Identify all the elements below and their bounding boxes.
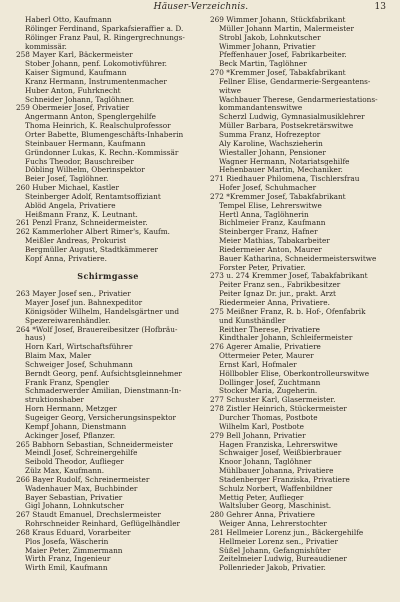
resident-entry: Thoma Heinrich, K. Realschulprofessor [25,122,171,131]
resident-entry: Steinberger Adolf, Rentamtsoffiziant [25,192,161,201]
left-column [16,16,200,573]
resident-entry: Rölinger Ferdinand, Sparkafsieraffier a. D. [25,24,184,33]
resident-entry: kommandantenswitwe [219,104,303,113]
resident-entry: Mettig Peter, Auflieger [219,493,304,502]
resident-entry: und Kunsthändler [219,316,286,325]
resident-entry: Wiestaller Johann, Pensioner [219,148,326,157]
house-entry: 265 Babhorn Sebastian, Schneidermeister [16,440,173,449]
resident-entry: Ablöd Angela, Privatiere [25,201,116,210]
resident-entry: Strobl Jakob, Lohnkutscher [219,33,321,42]
house-entry: 263 Mayer Josef sen., Privatier [16,290,131,299]
resident-entry: Peiter Ignaz Dr. jur., prakt. Arzt [219,290,336,299]
resident-entry: Heißmann Franz, K. Leutnant. [25,210,138,219]
resident-entry: Bergmüller August, Stadtkämmerer [25,245,159,254]
resident-entry: Angermann Anton, Spenglergehilfe [25,113,156,122]
house-entry: 276 Agerer Amalie, Privatiere [210,343,321,352]
resident-entry: Forster Peter, Privatier. [219,263,306,272]
resident-entry: Horn Hermann, Metzger [25,405,117,414]
resident-entry: Mühlbauer Johanna, Privatiere [219,467,334,476]
right-column [210,16,394,573]
house-entry: 262 Kammerloher Albert Rimer's, Kaufm. [16,228,170,237]
resident-entry: Wimmer Johann, Privatier [219,42,316,51]
resident-entry: Frank Franz, Spengler [25,378,109,387]
running-title: Häuser-Verzeichnis. [153,2,249,12]
resident-entry: Kopf Anna, Privatiere. [25,254,107,263]
resident-entry: Wagner Hermann, Notariatsgehilfe [219,157,350,166]
resident-entry: Steinbauer Hermann, Kaufmann [25,139,146,148]
resident-entry: Fuchs Theodor, Bauschreiber [25,157,134,166]
resident-entry: Ackinger Josef, Pflanzer. [25,431,116,440]
resident-entry: Höllbobler Elise, Oberkontrolleurswitwe [219,369,370,378]
house-entry: 261 Penzl Franz, Schneidermeister. [16,219,148,228]
resident-entry: Wilhelm Karl, Postbote [219,422,304,431]
resident-entry: Müller Johann Martin, Malermeister [219,24,354,33]
resident-entry: Huber Anton, Fuhrknecht [25,86,121,95]
resident-entry: Beier Josef, Taglöhner. [25,175,109,184]
resident-entry: Bauer Katharina, Schneidermeisterswitwe [219,254,377,263]
resident-entry: Königsöder Wilhelm, Handelsgärtner und [25,307,180,316]
resident-entry: Stocker Maria, Zugeherin. [219,387,318,396]
house-entry: 266 Bayer Rudolf, Schreinermeister [16,475,150,484]
resident-entry: Knoor Johann, Taglöhner [219,458,312,467]
resident-entry: Gigl Johann, Lohnkutscher [25,502,124,511]
resident-entry: Beck Martin, Taglöhner [219,60,307,69]
resident-entry: Schmaderwerder Amilian, Dienstmann-In- [25,387,182,396]
resident-entry: Kempf Johann, Dienstmann [25,422,127,431]
resident-entry: Kranz Hermann, Instrumentenmacher [25,77,167,86]
resident-entry: Summa Franz, Hofrezeptor [219,130,321,139]
resident-entry: Orter Babette, Blumengeschäfts-Inhaberin [25,130,184,139]
resident-entry: Mayer Josef jun. Bahnexpeditor [25,299,143,307]
resident-entry: Aly Karoline, Wachszieherin [219,139,323,148]
page-number: 13 [374,2,386,12]
resident-entry: Kaiser Sigmund, Kaufmann [25,69,127,78]
house-entry [16,264,200,273]
resident-entry: Süßel Johann, Gefangnishüter [219,546,331,555]
resident-entry: Steinberger Franz, Hafner [219,228,318,237]
resident-entry: Schwaiger Josef, Weißbierbrauer [219,449,342,458]
resident-entry: witwe [219,86,242,95]
resident-entry: Stadenberger Franziska, Privatiere [219,475,350,484]
house-entry: 273 u. 274 Kremmer Josef, Tabakfabrikant [210,272,368,281]
resident-entry: Meier Mathias, Tabakarbeiter [219,237,330,246]
resident-entry: Horn Karl, Wirtschaftsführer [25,343,133,352]
resident-entry: Zeitelmeier Ludwig, Bureaudiener [219,555,347,564]
resident-entry: Stober Johann, penf. Lokomotivführer. [25,60,167,69]
resident-entry: haus) [25,334,46,343]
resident-entry: Gründonner Lukas, K. Rechn.-Kommissär [25,148,179,157]
resident-entry: Rölinger Franz Paul, R. Ringergrechnungs- [25,33,185,42]
resident-entry: Sugeiger Georg, Versicherungsinspektor [25,413,177,422]
house-entry: 277 Schuster Karl, Glasermeister. [210,396,336,405]
resident-entry: Tempel Elise, Lehrerswitwe [219,201,322,210]
resident-entry: Kindthaler Johann, Schleifermeister [219,334,353,343]
resident-entry: Zülz Max, Kaufmann. [25,467,105,476]
resident-entry: Pfeffenhauer Josef, Fabrikarbeiter. [219,51,347,60]
house-entry: 268 Kraus Eduard, Vorarbeiter [16,528,131,537]
house-entry: 258 Mayer Karl, Bäckermeister [16,51,133,60]
house-entry: 272 *Kremmer Josef, Tabakfabrikant [210,192,346,201]
resident-entry: Müller Barbara, Postsekretärswitwe [219,122,354,131]
resident-entry: Hofer Josef, Schuhmacher [219,184,317,193]
resident-entry: Hellmeier Lorenz sen., Privatier [219,537,338,546]
resident-entry: Hertl Anna, Taglöhnerin [219,210,309,219]
house-entry: 264 *Wolf Josef, Brauereibesitzer (Hofbräu- [16,325,178,334]
resident-entry: Blaim Max, Maler [25,352,92,361]
resident-entry: Wirth Franz, Ingenieur [25,555,111,564]
page-header [14,2,388,16]
house-entry [16,281,200,290]
resident-entry: Schweiger Josef, Schuhmann [25,360,133,369]
house-entry: 275 Meißner Franz, R. b. Hof-, Ofenfabrik [210,307,366,316]
house-entry: 278 Zistler Heinrich, Stückermeister [210,405,347,414]
resident-entry: Rohrschneider Reinhard, Geflügelhändler [25,520,181,529]
resident-entry: struktionshaber [25,396,84,405]
resident-entry: Hehenbauer Martin, Mechaniker. [219,166,343,175]
resident-entry: Maier Peter, Zimmermann [25,546,123,555]
resident-entry: Ernst Karl, Hofmaler [219,360,297,369]
resident-entry: Bayer Sebastian, Privatier [25,493,123,502]
resident-entry: Pollenrieder Jakob, Privatier. [219,564,326,573]
resident-entry: Meindl Josef, Schreinergehilfe [25,449,138,458]
house-entry: 269 Wimmer Johann, Stückfabrikant [210,16,346,24]
resident-entry: Meißler Andreas, Prokurist [25,237,127,246]
resident-entry: Riedermeier Anna, Privatiere. [219,299,330,307]
resident-entry: Bichlmeier Franz, Kaufmann [219,219,326,228]
resident-entry: Haberl Otto, Kaufmann [25,16,112,24]
resident-entry: Ottermeier Peter, Maurer [219,352,314,361]
house-entry: 259 Obermeier Josef, Privatier [16,104,130,113]
resident-entry: Durcher Thomas, Postbote [219,413,318,422]
house-entry: 267 Staudt Emanuel, Drechslermeister [16,511,161,520]
resident-entry: Weiger Anna, Lehrerstochter [219,520,327,529]
resident-entry: Berndt Georg, penf. Aufsichtsgleinnehmer [25,369,182,378]
house-entry: 279 Bell Johann, Privatier [210,431,306,440]
resident-entry: Peiter Franz sen., Fabrikbesitzer [219,281,341,290]
resident-entry: Dollinger Josef, Zuchtmann [219,378,321,387]
house-entry: 280 Gehrer Anna, Privatiere [210,511,315,520]
resident-entry: Döbling Wilhelm, Oberinspektor [25,166,145,175]
resident-entry: Wachbauer Therese, Gendarmeriestations- [219,95,378,104]
resident-entry: Schulz Norbert, Waffenbildner [219,484,333,493]
resident-entry: Scherzl Ludwig, Gymnasialmusiklehrer [219,113,365,122]
resident-entry: Wirth Emil, Kaufmann [25,564,108,573]
resident-entry: Fellner Elise, Gendarmerie-Sergeantens- [219,77,371,86]
resident-entry: Wadenhauer Max, Buchbinder [25,484,138,493]
resident-entry: Schneider Johann, Taglöhner. [25,95,135,104]
house-entry: 281 Hellmeier Lorenz jun., Bäckergehilfe [210,528,364,537]
house-entry: 260 Huber Michael, Kastler [16,184,119,193]
street-heading: Schirmgasse [77,272,139,282]
resident-entry: kommissär. [25,42,67,51]
house-entry: 270 *Kremmer Josef, Tabakfabrikant [210,69,346,78]
resident-entry: Reither Therese, Privatiere [219,325,320,334]
resident-entry: Seibold Theodor, Auflieger [25,458,124,467]
resident-entry: Hagen Franziska, Lehrerswitwe [219,440,338,449]
resident-entry: Waltsluber Georg, Maschinist. [219,502,332,511]
resident-entry: Riedermeier Anton, Maurer [219,245,322,254]
house-entry: 271 Riedhauer Philomena, Tischlersfrau [210,175,360,184]
resident-entry: Spezereiwarenhändler. [25,316,111,325]
resident-entry: Plos Josefa, Wäscherin [25,537,109,546]
